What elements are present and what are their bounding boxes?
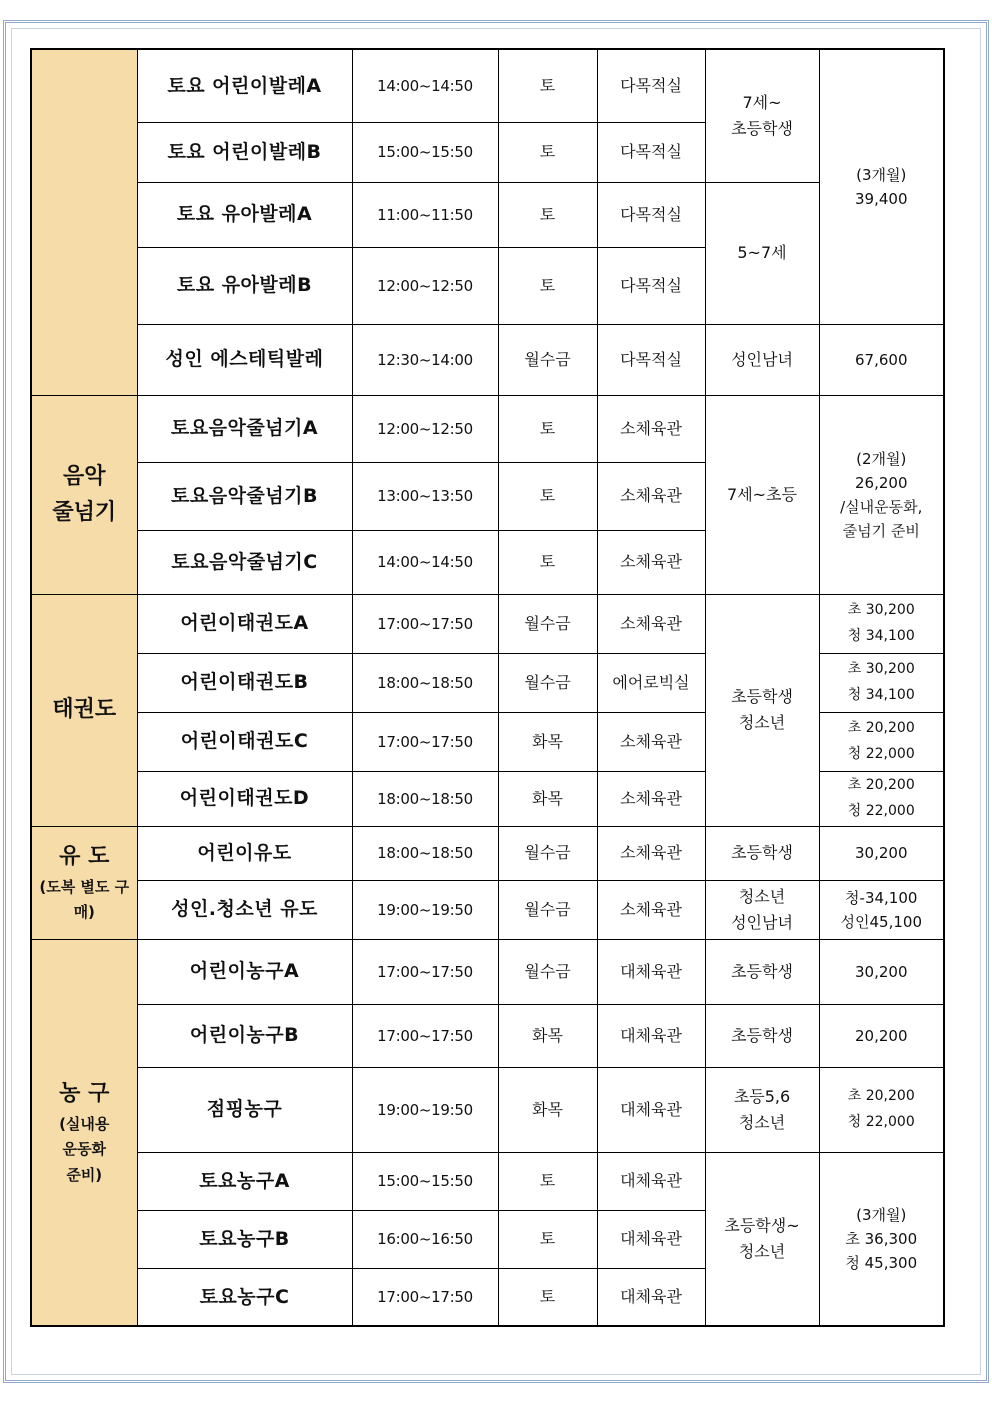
class-time: 17:00~17:50 [352,594,498,653]
table-row [31,324,944,395]
table-row [31,1152,944,1210]
fee: (3개월) 초 36,300 청 45,300 [819,1152,944,1326]
class-time: 17:00~17:50 [352,712,498,771]
fee: (3개월) 39,400 [819,49,944,324]
class-place: 다목적실 [597,182,705,247]
class-time: 18:00~18:50 [352,826,498,880]
class-time: 19:00~19:50 [352,1067,498,1152]
class-days: 토 [498,1268,597,1326]
program-name: 어린이태권도D [137,771,352,826]
target-group: 초등학생 [705,1004,819,1067]
class-time: 17:00~17:50 [352,1268,498,1326]
category-judo: 유 도 (도복 별도 구매) [31,826,137,939]
class-days: 토 [498,395,597,462]
program-name: 토요음악줄넘기A [137,395,352,462]
class-days: 월수금 [498,324,597,395]
fee: (2개월) 26,200 /실내운동화, 줄넘기 준비 [819,395,944,594]
program-name: 토요농구B [137,1210,352,1268]
class-days: 토 [498,462,597,530]
target-group: 초등학생 [705,939,819,1004]
program-name: 토요 어린이발레B [137,122,352,182]
class-days: 토 [498,1152,597,1210]
program-name: 성인 에스테틱발레 [137,324,352,395]
class-time: 18:00~18:50 [352,653,498,712]
class-days: 월수금 [498,939,597,1004]
class-place: 대체육관 [597,1152,705,1210]
program-name: 토요음악줄넘기C [137,530,352,594]
class-time: 12:30~14:00 [352,324,498,395]
fee: 67,600 [819,324,944,395]
category-basketball: 농 구 (실내용 운동화 준비) [31,939,137,1326]
class-time: 12:00~12:50 [352,247,498,324]
class-time: 17:00~17:50 [352,1004,498,1067]
program-schedule-table [30,48,945,1327]
class-place: 소체육관 [597,594,705,653]
fee: 초 20,200 청 22,000 [819,1067,944,1152]
table-row [31,826,944,880]
class-place: 소체육관 [597,880,705,939]
table-row [31,1067,944,1152]
class-days: 토 [498,122,597,182]
category-ballet [31,49,137,395]
class-days: 화목 [498,771,597,826]
program-name: 성인.청소년 유도 [137,880,352,939]
target-group: 초등학생 청소년 [705,594,819,826]
class-time: 15:00~15:50 [352,1152,498,1210]
class-days: 화목 [498,712,597,771]
table-row [31,939,944,1004]
class-time: 13:00~13:50 [352,462,498,530]
program-name: 토요음악줄넘기B [137,462,352,530]
target-group: 청소년 성인남녀 [705,880,819,939]
fee: 초 20,200 청 22,000 [819,712,944,771]
target-group: 초등학생~ 청소년 [705,1152,819,1326]
program-name: 어린이농구A [137,939,352,1004]
class-time: 14:00~14:50 [352,49,498,122]
class-days: 월수금 [498,826,597,880]
class-place: 에어로빅실 [597,653,705,712]
class-place: 대체육관 [597,1004,705,1067]
target-group: 5~7세 [705,182,819,324]
class-days: 토 [498,182,597,247]
class-place: 다목적실 [597,49,705,122]
class-days: 월수금 [498,594,597,653]
program-name: 어린이태권도C [137,712,352,771]
table-row [31,395,944,462]
fee: 30,200 [819,826,944,880]
class-days: 월수금 [498,880,597,939]
program-name: 어린이태권도B [137,653,352,712]
program-name: 어린이태권도A [137,594,352,653]
target-group: 성인남녀 [705,324,819,395]
program-name: 어린이농구B [137,1004,352,1067]
class-time: 11:00~11:50 [352,182,498,247]
table-row [31,880,944,939]
program-name: 토요 유아발레B [137,247,352,324]
class-place: 다목적실 [597,247,705,324]
class-place: 대체육관 [597,1210,705,1268]
class-days: 토 [498,530,597,594]
target-group: 7세~초등 [705,395,819,594]
class-place: 소체육관 [597,462,705,530]
program-name: 점핑농구 [137,1067,352,1152]
fee: 20,200 [819,1004,944,1067]
target-group: 초등5,6 청소년 [705,1067,819,1152]
class-days: 월수금 [498,653,597,712]
category-jumprope: 음악 줄넘기 [31,395,137,594]
class-place: 소체육관 [597,712,705,771]
class-time: 18:00~18:50 [352,771,498,826]
class-time: 14:00~14:50 [352,530,498,594]
table-row [31,1004,944,1067]
program-name: 어린이유도 [137,826,352,880]
table-row [31,594,944,653]
fee: 30,200 [819,939,944,1004]
category-taekwondo: 태권도 [31,594,137,826]
target-group: 초등학생 [705,826,819,880]
class-place: 소체육관 [597,395,705,462]
class-time: 12:00~12:50 [352,395,498,462]
class-place: 대체육관 [597,939,705,1004]
class-time: 17:00~17:50 [352,939,498,1004]
program-name: 토요농구C [137,1268,352,1326]
program-name: 토요 어린이발레A [137,49,352,122]
class-time: 19:00~19:50 [352,880,498,939]
class-place: 소체육관 [597,530,705,594]
class-days: 토 [498,49,597,122]
fee: 초 30,200 청 34,100 [819,594,944,653]
table-row [31,49,944,122]
program-name: 토요농구A [137,1152,352,1210]
fee: 초 30,200 청 34,100 [819,653,944,712]
class-days: 화목 [498,1067,597,1152]
class-days: 토 [498,247,597,324]
class-time: 15:00~15:50 [352,122,498,182]
fee: 청-34,100 성인45,100 [819,880,944,939]
class-place: 다목적실 [597,122,705,182]
fee: 초 20,200 청 22,000 [819,771,944,826]
target-group: 7세~ 초등학생 [705,49,819,182]
class-time: 16:00~16:50 [352,1210,498,1268]
class-place: 소체육관 [597,826,705,880]
class-place: 대체육관 [597,1268,705,1326]
class-days: 토 [498,1210,597,1268]
class-place: 다목적실 [597,324,705,395]
class-place: 대체육관 [597,1067,705,1152]
table-row [31,182,944,247]
class-place: 소체육관 [597,771,705,826]
class-days: 화목 [498,1004,597,1067]
program-name: 토요 유아발레A [137,182,352,247]
